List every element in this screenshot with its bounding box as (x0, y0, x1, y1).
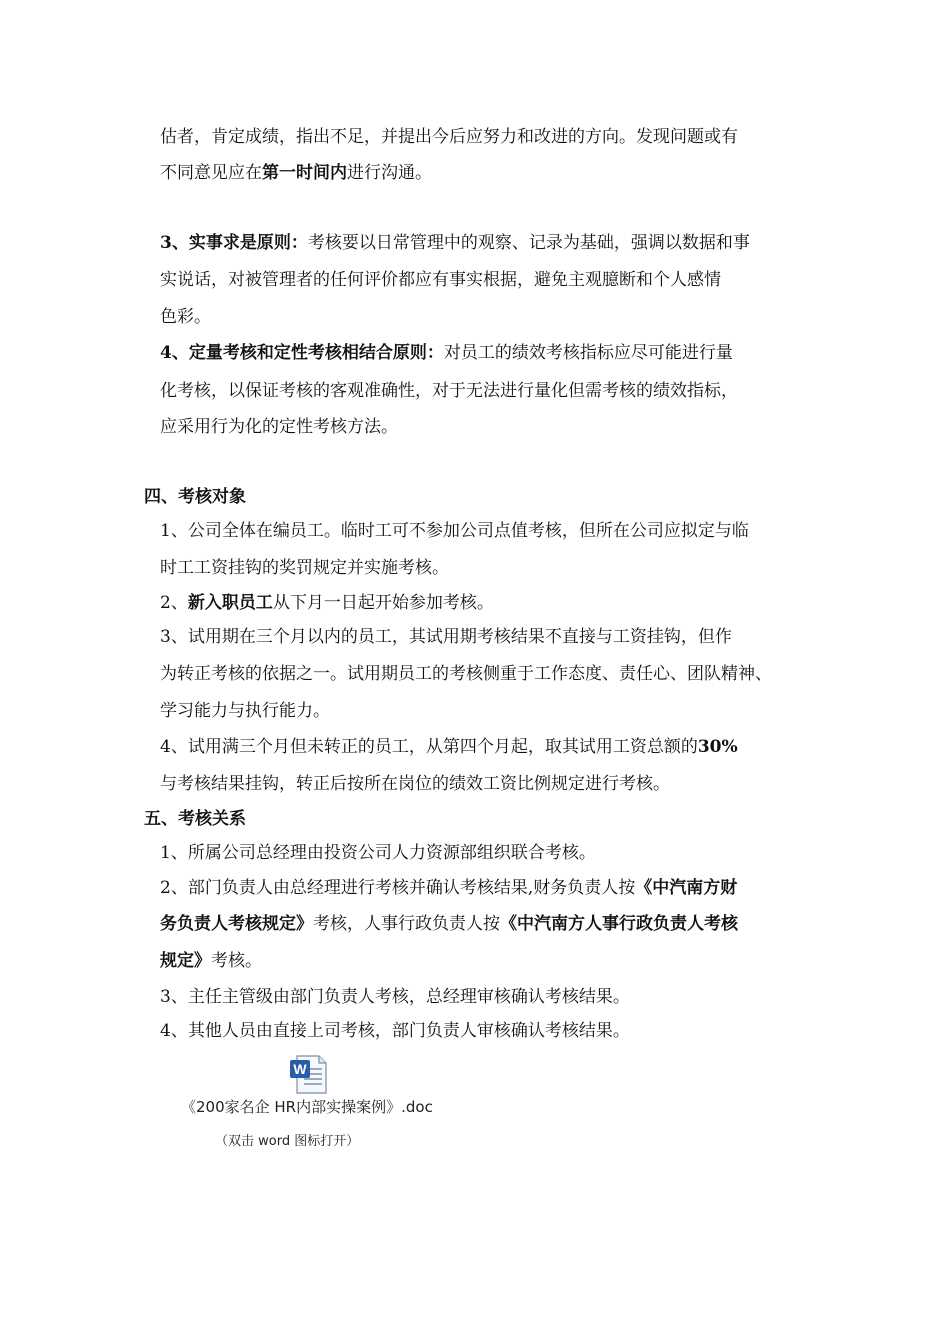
principle-3-line: 3、实事求是原则：考核要以日常管理中的观察、记录为基础，强调以数据和事 (160, 233, 750, 253)
section-4-heading: 四、考核对象 (144, 487, 246, 507)
word-document-icon[interactable] (288, 1053, 330, 1095)
section-4-item-3: 为转正考核的依据之一。试用期员工的考核侧重于工作态度、责任心、团队精神、 (160, 664, 772, 684)
section-4-item-1: 1、公司全体在编员工。临时工可不参加公司点值考核，但所在公司应拟定与临 (160, 521, 749, 541)
principle-3-title: 3、实事求是原则： (160, 233, 308, 253)
principle-4-line: 4、定量考核和定性考核相结合原则：对员工的绩效考核指标应尽可能进行量 (160, 343, 733, 363)
word-letter: W (293, 1061, 307, 1077)
section-4-item-3: 3、试用期在三个月以内的员工，其试用期考核结果不直接与工资挂钩，但作 (160, 627, 732, 647)
paragraph-line: 估者，肯定成绩，指出不足，并提出今后应努力和改进的方向。发现问题或有 (160, 127, 738, 147)
section-5-item-2: 规定》考核。 (160, 951, 262, 971)
section-5-item-2: 务负责人考核规定》考核，人事行政负责人按《中汽南方人事行政负责人考核 (160, 914, 738, 934)
section-4-item-4: 与考核结果挂钩，转正后按所在岗位的绩效工资比例规定进行考核。 (160, 774, 670, 794)
section-4-item-2: 2、新入职员工从下月一日起开始参加考核。 (160, 593, 494, 613)
principle-3-line: 实说话，对被管理者的任何评价都应有事实根据，避免主观臆断和个人感情 (160, 270, 721, 290)
section-4-item-1: 时工工资挂钩的奖罚规定并实施考核。 (160, 558, 449, 578)
section-5-item-2: 2、部门负责人由总经理进行考核并确认考核结果,财务负责人按《中汽南方财 (160, 878, 738, 898)
section-5-item-4: 4、其他人员由直接上司考核，部门负责人审核确认考核结果。 (160, 1021, 630, 1041)
principle-3-line: 色彩。 (160, 307, 211, 327)
section-5-item-1: 1、所属公司总经理由投资公司人力资源部组织联合考核。 (160, 843, 596, 863)
attachment-hint: （双击 word 图标打开） (215, 1134, 360, 1149)
section-4-item-4: 4、试用满三个月但未转正的员工，从第四个月起，取其试用工资总额的30% (160, 737, 738, 757)
principle-4-line: 应采用行为化的定性考核方法。 (160, 417, 398, 437)
emphasis: 第一时间内 (262, 163, 347, 183)
principle-4-line: 化考核，以保证考核的客观准确性，对于无法进行量化但需考核的绩效指标， (160, 381, 738, 401)
paragraph-line: 不同意见应在第一时间内进行沟通。 (160, 163, 432, 183)
principle-4-title: 4、定量考核和定性考核相结合原则： (160, 343, 444, 363)
section-5-heading: 五、考核关系 (144, 809, 246, 829)
attachment-filename[interactable]: 《200家名企 HR内部实操案例》.doc (181, 1098, 433, 1116)
section-5-item-3: 3、主任主管级由部门负责人考核，总经理审核确认考核结果。 (160, 987, 630, 1007)
section-4-item-3: 学习能力与执行能力。 (160, 701, 330, 721)
